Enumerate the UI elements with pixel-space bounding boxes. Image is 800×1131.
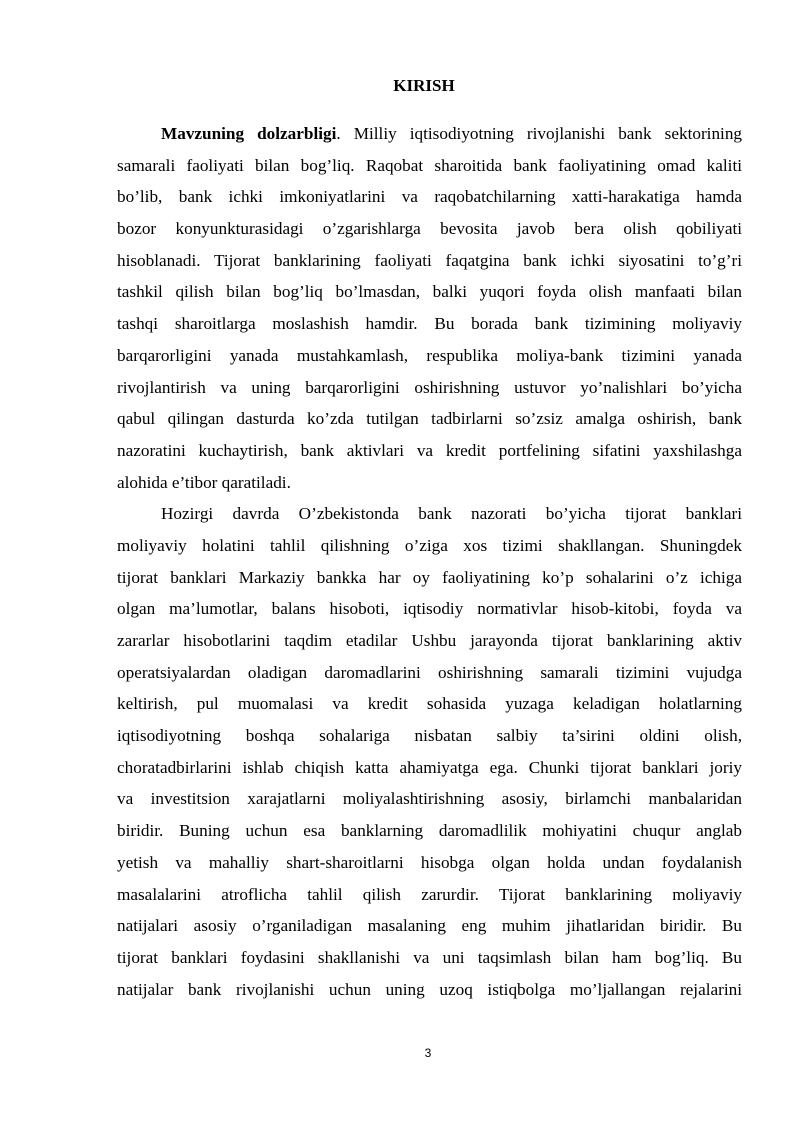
- text-line: samarali faoliyati bilan bog’liq. Raqobat sharoitida bank faoliyatining omad kaliti: [117, 155, 742, 175]
- section-lead: Mavzuning dolzarbligi: [161, 124, 337, 143]
- text-line: hisoblanadi. Tijorat banklarining faoliyati faqatgina bank ichki siyosatini to’g’ri: [117, 250, 742, 270]
- text-line: [117, 118, 742, 150]
- page-number: 3: [424, 1046, 432, 1060]
- text-line: tijorat banklari foydasini shakllanishi va uni taqsimlash bilan ham bog’liq. Bu: [117, 947, 742, 967]
- text-line: alohida e’tibor qaratiladi.: [117, 472, 291, 492]
- text-line: olgan ma’lumotlar, balans hisoboti, iqtisodiy normativlar hisob-kitobi, foyda va: [117, 599, 742, 619]
- text-line: biridir. Buning uchun esa banklarning daromadlilik mohiyatini chuqur anglab: [117, 821, 742, 841]
- body-text: [117, 118, 742, 1005]
- text-line: natijalar bank rivojlanishi uchun uning uzoq istiqbolga mo’ljallangan rejalarini: [117, 979, 742, 999]
- text-line: qabul qilingan dasturda ko’zda tutilgan tadbirlarni so’zsiz amalga oshirish, bank: [117, 409, 742, 429]
- text-line: Hozirgi davrda O’zbekistonda bank nazorati bo’yicha tijorat banklari: [161, 504, 742, 524]
- text-line: choratadbirlarini ishlab chiqish katta ahamiyatga ega. Chunki tijorat banklari joriy: [117, 757, 742, 777]
- text-line: masalalarini atroflicha tahlil qilish zarurdir. Tijorat banklarining moliyaviy: [117, 884, 742, 904]
- text-line: tijorat banklari Markaziy bankka har oy faoliyatining ko’p sohalarini o’z ichiga: [117, 567, 742, 587]
- text-line: barqarorligini yanada mustahkamlash, respublika moliya-bank tizimini yanada: [117, 345, 742, 365]
- text-line: bo’lib, bank ichki imkoniyatlarini va raqobatchilarning xatti-harakatiga hamda: [117, 187, 742, 207]
- text-line: zararlar hisobotlarini taqdim etadilar Ushbu jarayonda tijorat banklarining aktiv: [117, 631, 742, 650]
- text-line: tashqi sharoitlarga moslashish hamdir. Bu borada bank tizimining moliyaviy: [117, 314, 742, 334]
- text-line: natijalari asosiy o’rganiladigan masalaning eng muhim jihatlaridan biridir. Bu: [117, 916, 742, 936]
- text-line: keltirish, pul muomalasi va kredit sohasida yuzaga keladigan holatlarning: [117, 694, 742, 714]
- text-line: moliyaviy holatini tahlil qilishning o’ziga xos tizimi shakllangan. Shuningdek: [117, 535, 742, 555]
- text-line: tashkil qilish bilan bog’liq bo’lmasdan, balki yuqori foyda olish manfaati bilan: [117, 282, 742, 302]
- text-line: rivojlantirish va uning barqarorligini oshirishning ustuvor yo’nalishlari bo’yicha: [117, 377, 742, 397]
- text-line: nazoratini kuchaytirish, bank aktivlari va kredit portfelining sifatini yaxshilashga: [117, 440, 742, 460]
- text-line: bozor konyunkturasidagi o’zgarishlarga bevosita javob bera olish qobiliyati: [117, 219, 742, 239]
- text-line-content: . Milliy iqtisodiyotning rivojlanishi bank sektorining: [336, 124, 743, 143]
- text-line: operatsiyalardan oladigan daromadlarini oshirishning samarali tizimini vujudga: [117, 662, 742, 682]
- text-line: va investitsion xarajatlarni moliyalashtirishning asosiy, birlamchi manbalaridan: [117, 789, 742, 809]
- text-line: iqtisodiyotning boshqa sohalariga nisbatan salbiy ta’sirini oldini olish,: [117, 726, 742, 746]
- page-title: KIRISH: [393, 76, 455, 95]
- text-line: yetish va mahalliy shart-sharoitlarni hisobga olgan holda undan foydalanish: [117, 852, 742, 872]
